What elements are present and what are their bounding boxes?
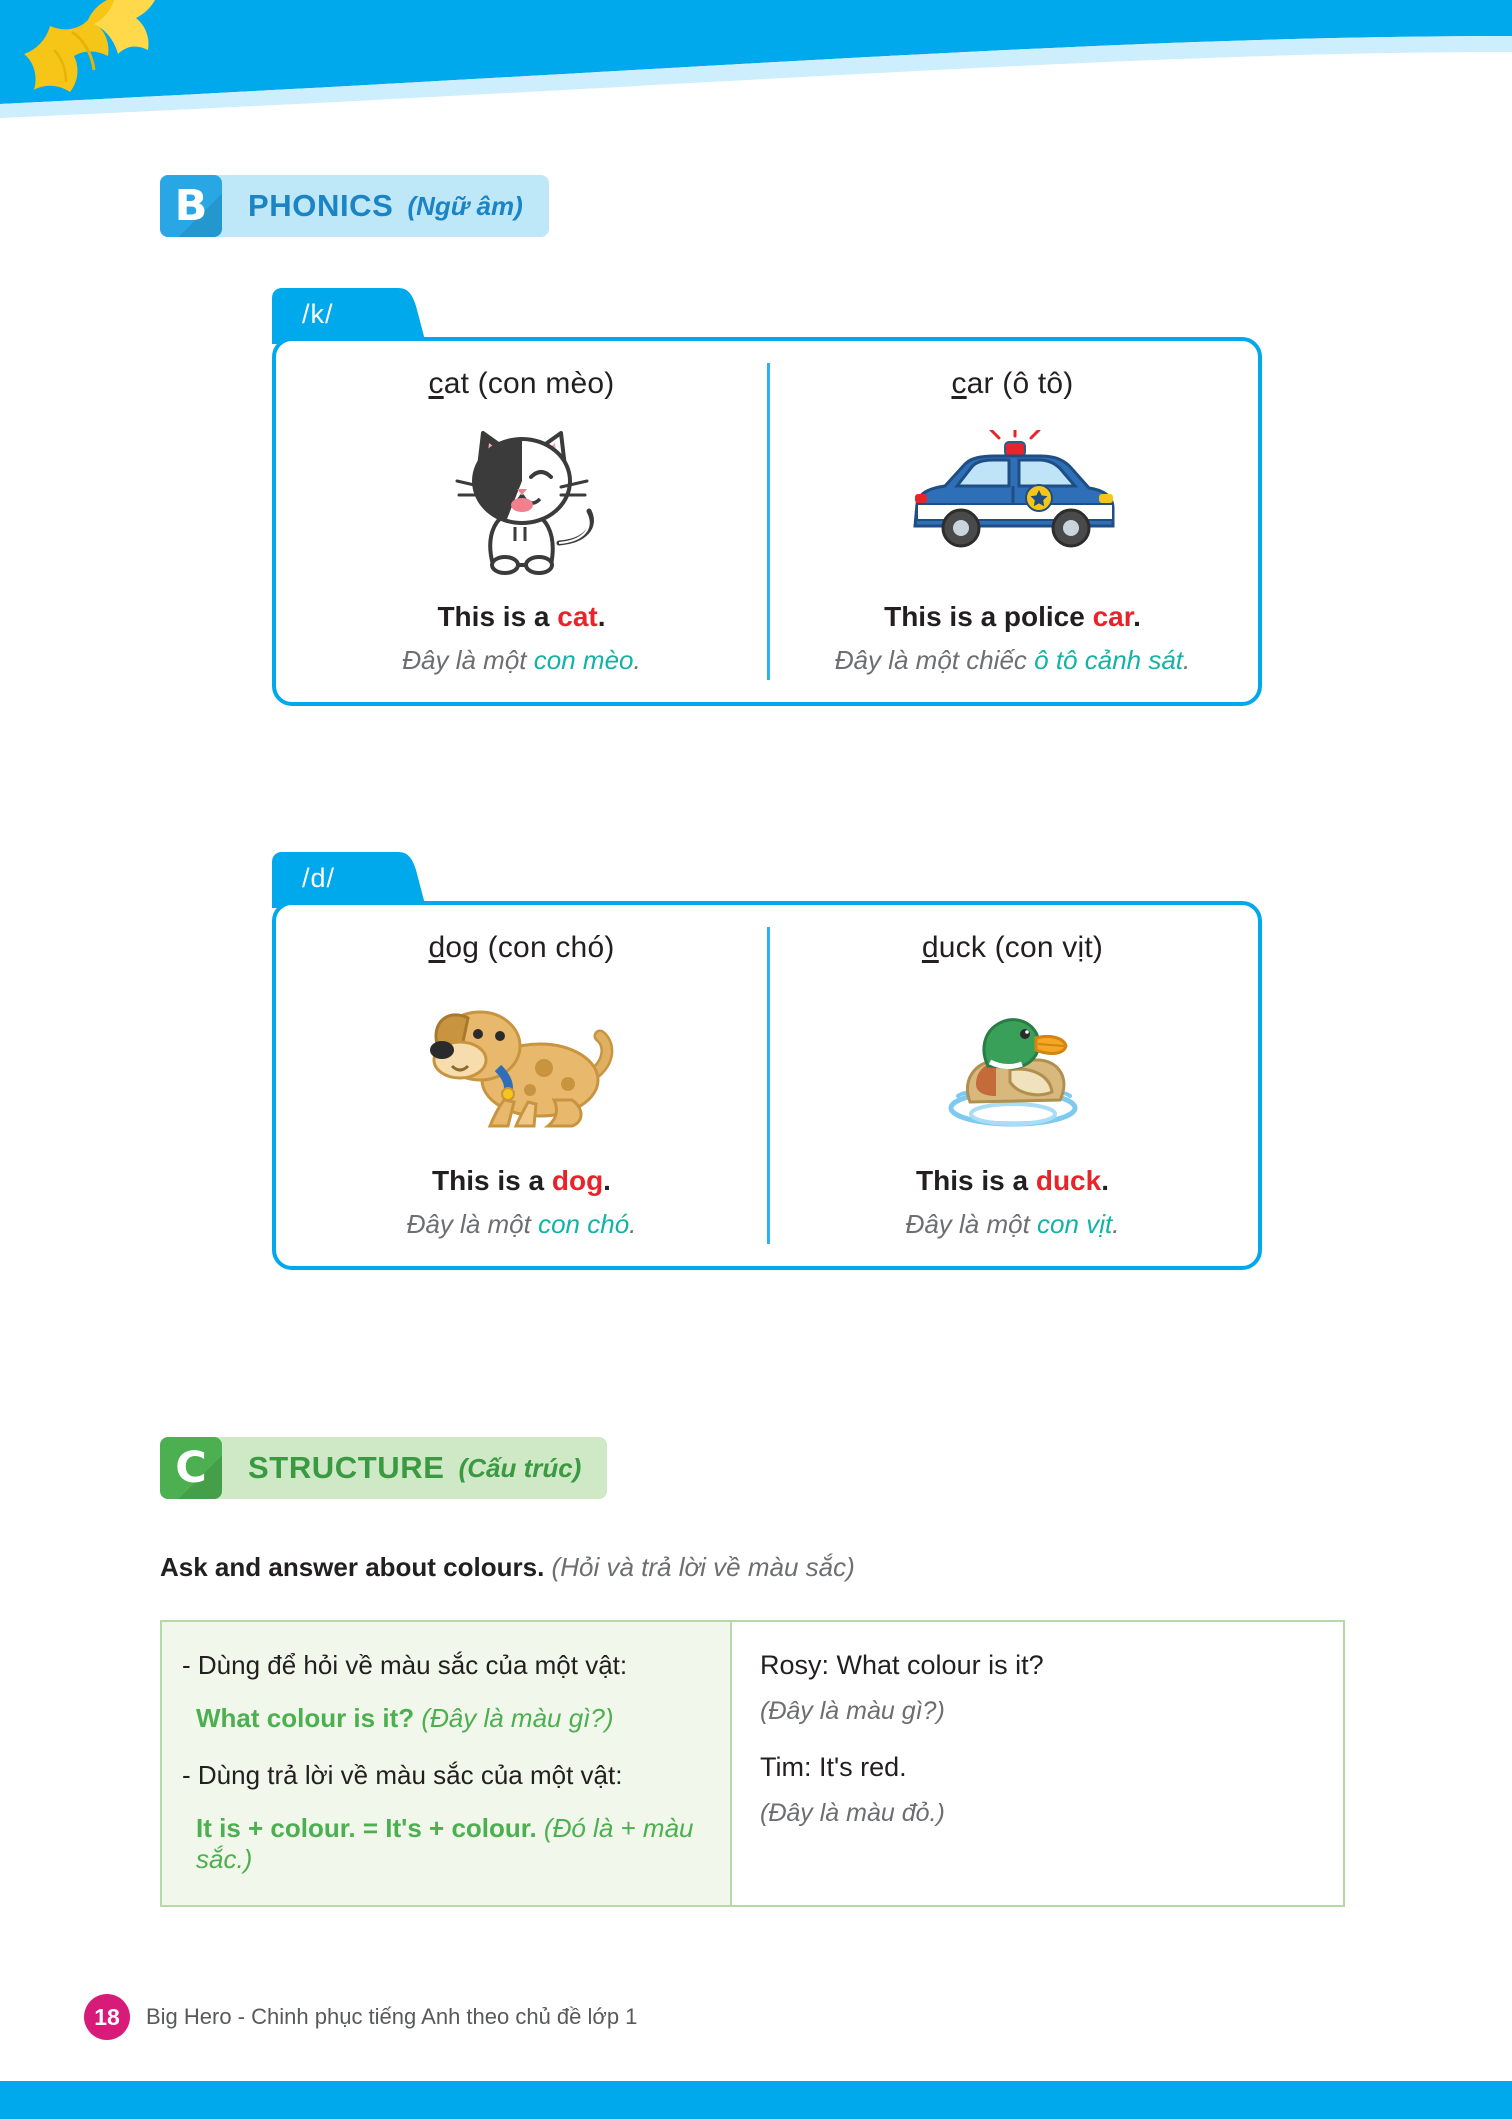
phonics-card-body-d <box>272 901 1262 1270</box>
structure-instruction <box>160 1552 855 1583</box>
duck-icon <box>918 984 1108 1144</box>
sentence-en-duck <box>783 1165 1242 1197</box>
word-remainder: ar (ô tô) <box>966 367 1074 400</box>
word-label-car <box>783 367 1242 401</box>
sentence-en-prefix: This is a police <box>884 601 1093 632</box>
word-initial-letter: d <box>428 931 446 964</box>
sentence-en-highlight: cat <box>557 601 598 632</box>
sentence-vi-prefix: Đây là một <box>905 1209 1038 1239</box>
instruction-bold: Ask and answer about colours. <box>160 1552 545 1582</box>
instruction-gloss: (Hỏi và trả lời về màu sắc) <box>551 1552 855 1582</box>
section-title-phonics: PHONICS <box>248 188 394 223</box>
word-label-cat <box>292 367 751 401</box>
page-footer <box>84 1994 637 2040</box>
section-badge-c <box>160 1437 222 1499</box>
word-initial-letter: c <box>428 367 444 400</box>
phoneme-tab-k <box>272 288 432 340</box>
sentence-vi-suffix: . <box>633 645 641 675</box>
sentence-en-car <box>783 601 1242 633</box>
sentence-vi-highlight: con mèo <box>533 645 634 675</box>
structure-rules-column <box>162 1622 732 1905</box>
phonics-card-body-k <box>272 337 1262 706</box>
police-car-illustration <box>783 415 1242 585</box>
page-number-badge: 18 <box>84 1994 130 2040</box>
phonics-item-dog <box>276 905 767 1266</box>
phoneme-tab-d <box>272 852 432 904</box>
sentence-vi-prefix: Đây là một <box>406 1209 539 1239</box>
sentence-vi-cat <box>292 645 751 676</box>
cat-illustration <box>292 415 751 585</box>
sentence-vi-suffix: . <box>1183 645 1191 675</box>
section-header-phonics <box>160 175 549 237</box>
structure-example-column <box>732 1622 1343 1905</box>
sentence-en-prefix: This is a <box>916 1165 1036 1196</box>
sentence-en-highlight: dog <box>551 1165 604 1196</box>
form-question-gloss: (Đây là màu gì?) <box>421 1703 614 1733</box>
word-initial-letter: c <box>951 367 967 400</box>
word-remainder: og (con chó) <box>445 931 615 964</box>
sentence-en-cat <box>292 601 751 633</box>
rule-answer: - Dùng trả lời về màu sắc của một vật: <box>182 1760 623 1790</box>
phonics-item-car <box>767 341 1258 702</box>
sentence-en-dog <box>292 1165 751 1197</box>
form-answer <box>196 1813 704 1875</box>
section-subtitle-phonics: (Ngữ âm) <box>407 190 523 221</box>
word-label-dog <box>292 931 751 965</box>
example-line-rosy: Rosy: What colour is it? <box>760 1650 1044 1680</box>
sentence-vi-dog <box>292 1209 751 1240</box>
sentence-vi-highlight: ô tô cảnh sát <box>1034 645 1184 675</box>
form-answer-bold: It is + colour. = It's + colour. <box>196 1813 537 1843</box>
tab-shape <box>272 288 432 344</box>
sentence-vi-car <box>783 645 1242 676</box>
section-title-structure: STRUCTURE <box>248 1450 445 1485</box>
tab-shape <box>272 852 432 908</box>
form-question <box>196 1703 704 1734</box>
form-answer-gloss: (Đó là + màu sắc.) <box>196 1813 694 1874</box>
dog-icon <box>412 984 632 1144</box>
dog-illustration <box>292 979 751 1149</box>
sentence-en-suffix: . <box>603 1165 611 1196</box>
banner-wave-shape <box>0 0 1512 118</box>
sentence-en-highlight: duck <box>1035 1165 1102 1196</box>
sentence-en-suffix: . <box>1133 601 1141 632</box>
structure-table <box>160 1620 1345 1907</box>
section-badge-letter: B <box>174 181 208 231</box>
cat-icon <box>427 415 617 585</box>
top-decorative-banner <box>0 0 1512 118</box>
example-gloss-tim: (Đây là màu đỏ.) <box>760 1799 945 1827</box>
sentence-vi-highlight: con vịt <box>1037 1209 1113 1239</box>
section-badge-b <box>160 175 222 237</box>
phoneme-label-k: /k/ <box>302 298 334 329</box>
example-line-tim: Tim: It's red. <box>760 1752 907 1782</box>
sentence-vi-prefix: Đây là một chiếc <box>834 645 1035 675</box>
example-gloss-rosy: (Đây là màu gì?) <box>760 1697 945 1725</box>
maple-leaf-icon <box>10 0 220 118</box>
word-initial-letter: d <box>921 931 939 964</box>
sentence-vi-highlight: con chó <box>538 1209 630 1239</box>
word-remainder: uck (con vịt) <box>938 931 1104 964</box>
bottom-bar <box>0 2081 1512 2119</box>
phonics-item-duck <box>767 905 1258 1266</box>
section-header-structure <box>160 1437 607 1499</box>
phonics-card-d <box>272 852 1262 1270</box>
section-badge-letter: C <box>175 1443 207 1493</box>
sentence-vi-prefix: Đây là một <box>402 645 534 675</box>
sentence-en-prefix: This is a <box>432 1165 552 1196</box>
sentence-vi-suffix: . <box>629 1209 637 1239</box>
sentence-en-suffix: . <box>1101 1165 1109 1196</box>
sentence-en-prefix: This is a <box>437 601 558 632</box>
sentence-en-highlight: car <box>1092 601 1134 632</box>
sentence-en-suffix: . <box>597 601 606 632</box>
form-question-bold: What colour is it? <box>196 1703 415 1733</box>
section-subtitle-structure: (Cấu trúc) <box>458 1452 582 1483</box>
footer-title: Big Hero - Chinh phục tiếng Anh theo chủ đề lớp 1 <box>146 2004 638 2029</box>
phonics-item-cat <box>276 341 767 702</box>
duck-illustration <box>783 979 1242 1149</box>
police-car-icon <box>893 430 1133 570</box>
sentence-vi-duck <box>783 1209 1242 1240</box>
phoneme-label-d: /d/ <box>302 862 336 893</box>
phonics-card-k <box>272 288 1262 706</box>
word-label-duck <box>783 931 1242 965</box>
word-remainder: at (con mèo) <box>443 367 615 400</box>
rule-question: - Dùng để hỏi về màu sắc của một vật: <box>182 1650 628 1680</box>
sentence-vi-suffix: . <box>1112 1209 1120 1239</box>
